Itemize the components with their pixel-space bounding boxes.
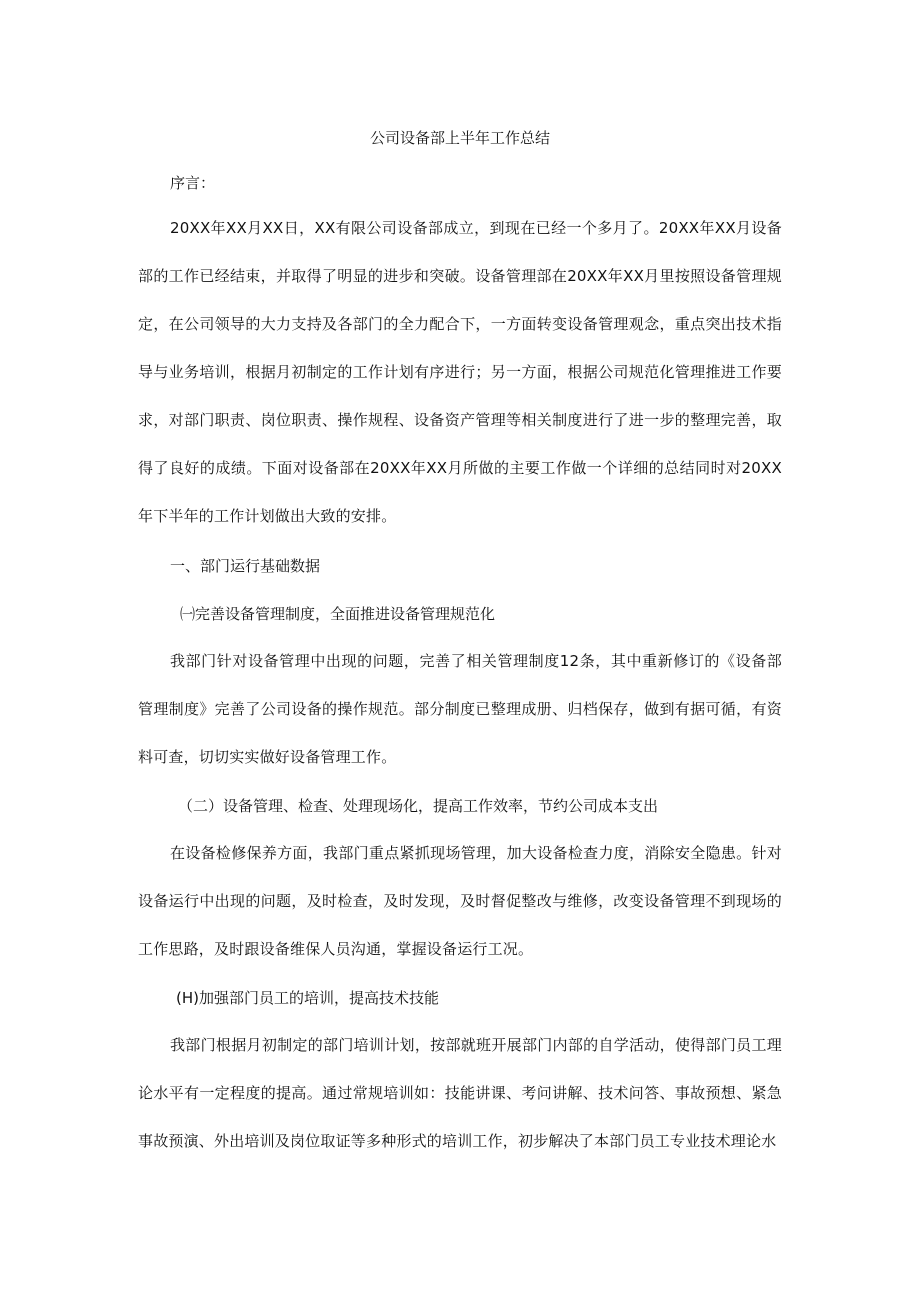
preface-label: 序言： <box>170 174 216 192</box>
subsection-heading-3: (H)加强部门员工的培训，提高技术技能 <box>176 989 439 1007</box>
subsection-heading-1: ㈠完善设备管理制度，全面推进设备管理规范化 <box>180 605 496 623</box>
subsection-paragraph-2: 在设备检修保养方面，我部门重点紧抓现场管理，加大设备检查力度，消除安全隐患。针对设备运行中出现的问题，及时检查，及时发现，及时督促整改与维修，改变设备管理不到现场的工作思路，及时跟设备维保人员沟通，掌握设备运行工况。 <box>138 844 782 958</box>
preface-paragraph: 20XX年XX月XX日，XX有限公司设备部成立，到现在已经一个多月了。20XX年XX月设备部的工作已经结束，并取得了明显的进步和突破。设备管理部在20XX年XX月里按照设备管理规定，在公司领导的大力支持及各部门的全力配合下，一方面转变设备管理观念，重点突出技术指导与业务培训，根据月初制定的工作计划有序进行；另一方面，根据公司规范化管理推进工作要求，对部门职责、岗位职责、操作规程、设备资产管理等相关制度进行了进一步的整理完善，取得了良好的成绩。下面对设备部在20XX年XX月所做的主要工作做一个详细的总结同时对20XX年下半年的工作计划做出大致的安排。 <box>138 219 782 525</box>
subsection-paragraph-1: 我部门针对设备管理中出现的问题，完善了相关管理制度12条，其中重新修订的《设备部管理制度》完善了公司设备的操作规范。部分制度已整理成册、归档保存，做到有据可循，有资料可查，切切实实做好设备管理工作。 <box>138 652 782 766</box>
section-heading-1: 一、部门运行基础数据 <box>170 557 321 575</box>
subsection-paragraph-3: 我部门根据月初制定的部门培训计划，按部就班开展部门内部的自学活动，使得部门员工理论水平有一定程度的提高。通过常规培训如：技能讲课、考问讲解、技术问答、事故预想、紧急事故预演、外出培训及岗位取证等多种形式的培训工作，初步解决了本部门员工专业技术理论水 <box>138 1036 782 1150</box>
subsection-heading-2: （二）设备管理、检查、处理现场化，提高工作效率，节约公司成本支出 <box>178 797 659 815</box>
document-title: 公司设备部上半年工作总结 <box>369 129 550 147</box>
